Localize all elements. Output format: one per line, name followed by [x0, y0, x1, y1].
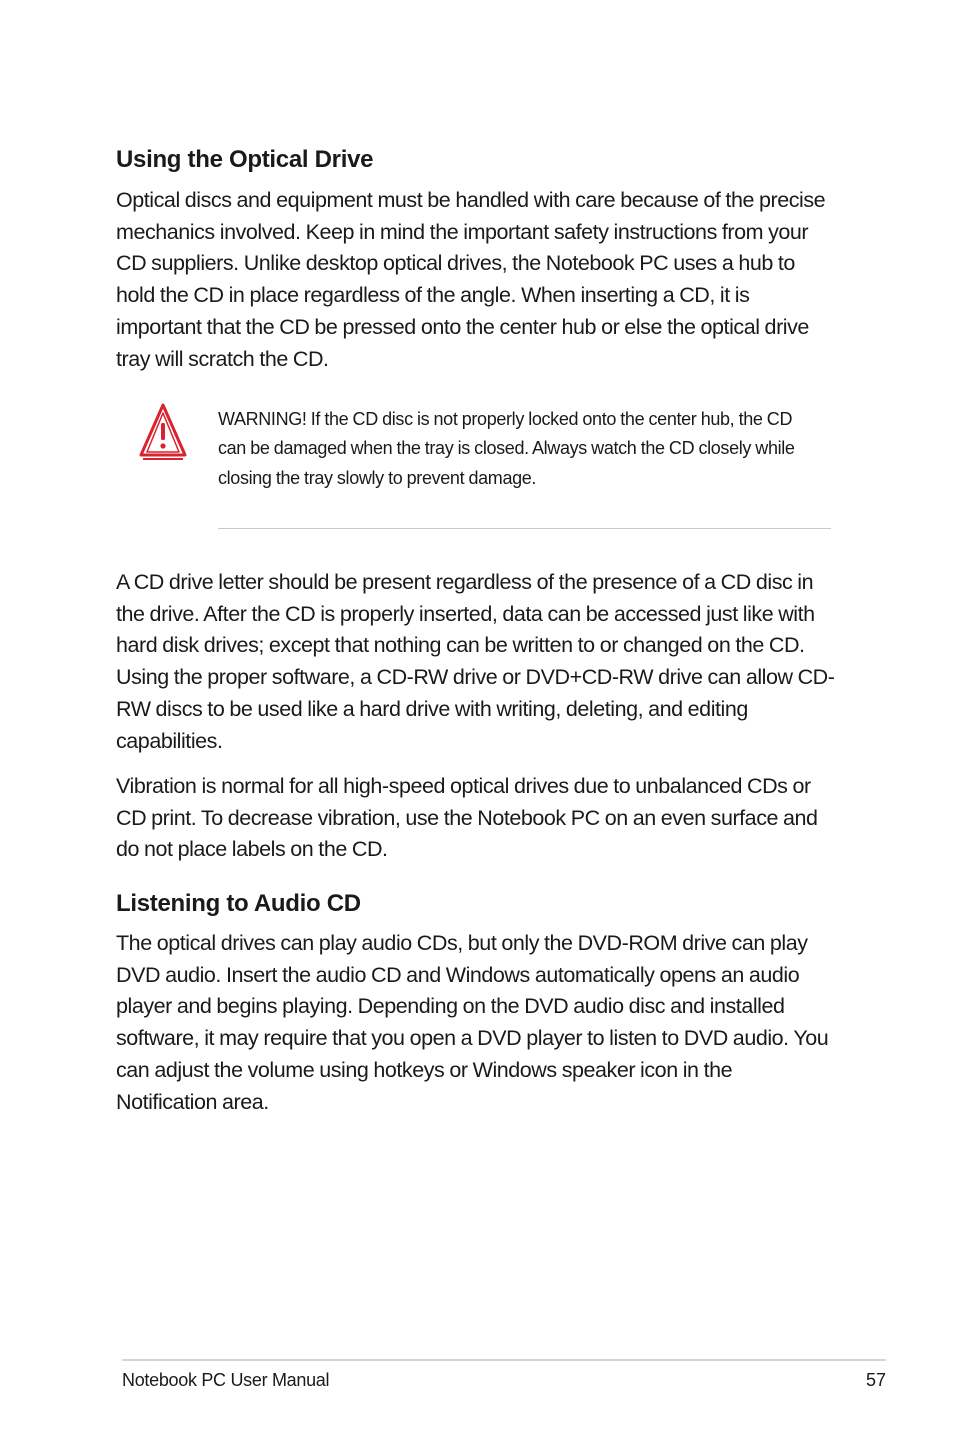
- warning-triangle-icon: [138, 403, 188, 463]
- section-heading-optical-drive: Using the Optical Drive: [116, 146, 374, 173]
- paragraph-optical-handling: Optical discs and equipment must be handled with care because of the precise mechanics involved. Keep in mind the important safety instructions from your CD suppliers. Unlike desktop optical drives, the Notebook PC uses a hub to hold the CD in place regardless of the angle. When inserting a CD, it is important that the CD be pressed onto the center hub or else the optical drive tray will scratch the CD.: [116, 188, 826, 371]
- paragraph-drive-letter: A CD drive letter should be present regardless of the presence of a CD disc in the drive. After the CD is properly inserted, data can be accessed just like with hard disk drives; except that nothing can be written to or changed on the CD. Using the proper software, a CD-RW drive or DVD+CD-RW drive can allow CD-RW discs to be used like a hard drive with writing, deleting, and editing capabilities.: [116, 570, 835, 753]
- paragraph-audio-cd: The optical drives can play audio CDs, but only the DVD-ROM drive can play DVD audio. Insert the audio CD and Windows automatically opens an audio player and begins playing. Depending on the DVD audio disc and installed software, it may require that you open a DVD player to listen to DVD audio. You can adjust the volume using hotkeys or Windows speaker icon in the Notification area.: [116, 931, 829, 1114]
- warning-text: WARNING! If the CD disc is not properly locked onto the center hub, the CD can be damaged when the tray is closed. Always watch the CD closely while closing the tray slowly to prevent damage.: [218, 409, 795, 488]
- footer-divider: [122, 1359, 886, 1361]
- footer-title: Notebook PC User Manual: [122, 1370, 330, 1390]
- paragraph-vibration: Vibration is normal for all high-speed optical drives due to unbalanced CDs or CD print. To decrease vibration, use the Notebook PC on an even surface and do not place labels on the CD.: [116, 774, 818, 862]
- page-number: 57: [865, 1370, 886, 1390]
- warning-callout: [218, 405, 831, 529]
- section-heading-audio-cd: Listening to Audio CD: [116, 890, 361, 917]
